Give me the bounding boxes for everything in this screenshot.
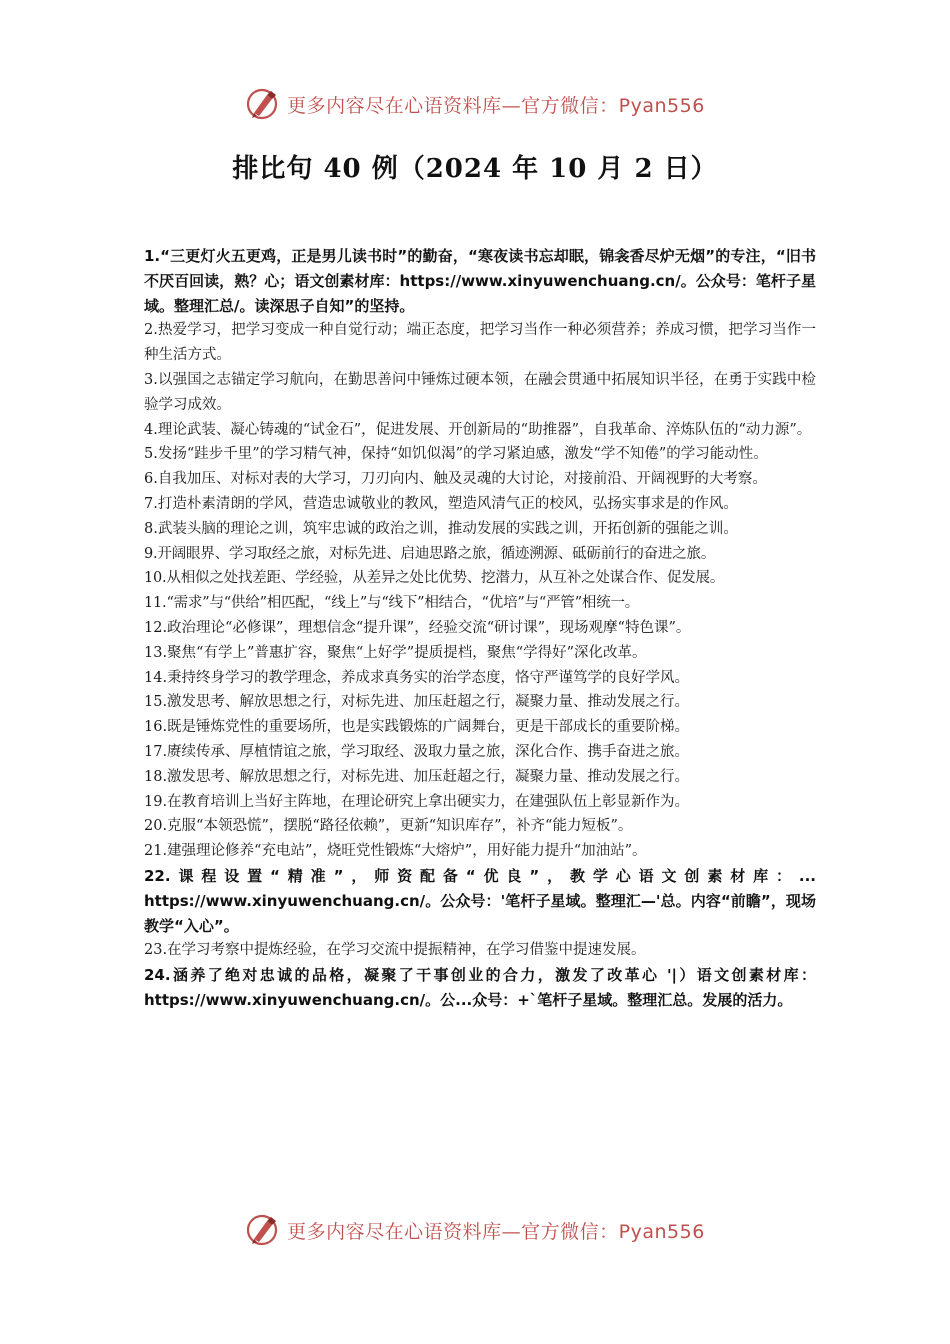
list-item: 3.以强国之志锚定学习航向，在勤思善问中锤炼过硬本领，在融会贯通中拓展知识半径，在勇于实践中检验学习成效。 (144, 371, 816, 413)
banner-text (287, 1217, 705, 1244)
pen-logo-icon (245, 1212, 281, 1248)
list-item: 23.在学习考察中提炼经验，在学习交流中提振精神，在学习借鉴中提速发展。 (144, 942, 646, 959)
banner-text (287, 91, 705, 118)
list-item: 2.热爱学习，把学习变成一种自觉行动；端正态度，把学习当作一种必须营养；养成习惯，把学习当作一种生活方式。 (144, 322, 816, 364)
sentence-list (144, 244, 816, 1013)
list-item: 9.开阔眼界、学习取经之旅，对标先进、启迪思路之旅，循迹溯源、砥砺前行的奋进之旅。 (144, 545, 716, 562)
list-item: 19.在教育培训上当好主阵地，在理论研究上拿出硬实力，在建强队伍上彰显新作为。 (144, 793, 690, 810)
document-title: 排比句 40 例（2024 年 10 月 2 日） (232, 154, 718, 184)
list-item: 12.政治理论“必修课”，理想信念“提升课”，经验交流“研讨课”，现场观摩“特色课”。 (144, 619, 691, 636)
banner-wechat-id: Pyan556 (618, 1220, 705, 1243)
footer-banner (0, 1210, 950, 1250)
list-item: 8.武装头脑的理论之训，筑牢忠诚的政治之训，推动发展的实践之训，开拓创新的强能之训。 (144, 520, 738, 537)
banner-wechat-id: Pyan556 (618, 94, 705, 117)
list-item: 4.理论武装、凝心铸魂的“试金石”，促进发展、开创新局的“助推器”，自我革命、淬炼队伍的“动力源”。 (144, 421, 812, 438)
list-item: 5.发扬“跬步千里”的学习精气神，保持“如饥似渴”的学习紧迫感，激发“学不知倦”的学习能动性。 (144, 446, 768, 463)
pen-logo-icon (245, 86, 281, 122)
list-item: 22.课程设置“精准”，师资配备“优良”，教学心语文创素材库：... https://www.xinyuwenchuang.cn/。公众号：'笔杆子星域。整理汇—'总。内容“前瞻”，现场教学“入心”。 (144, 866, 816, 935)
list-item: 1.“三更灯火五更鸡，正是男儿读书时”的勤奋，“寒夜读书忘却眠，锦衾香尽炉无烟”的专注，“旧书不厌百回读，熟？心；语文创素材库：https://www.xinyuwenchuang.cn/。公众号：笔杆子星域。整理汇总/。读深思子自知”的坚持。 (144, 247, 816, 315)
banner-label: 更多内容尽在心语资料库—官方微信： (287, 94, 619, 117)
list-item: 14.秉持终身学习的教学理念，养成求真务实的治学态度，恪守严谨笃学的良好学风。 (144, 669, 690, 686)
list-item: 21.建强理论修养“充电站”，烧旺党性锻炼“大熔炉”，用好能力提升“加油站”。 (144, 843, 647, 860)
list-item: 6.自我加压、对标对表的大学习，刀刃向内、触及灵魂的大讨论，对接前沿、开阔视野的大考察。 (144, 471, 767, 488)
list-item: 16.既是锤炼党性的重要场所，也是实践锻炼的广阔舞台，更是干部成长的重要阶梯。 (144, 719, 690, 736)
list-item: 17.赓续传承、厚植情谊之旅，学习取经、汲取力量之旅，深化合作、携手奋进之旅。 (144, 743, 690, 760)
header-banner (0, 84, 950, 124)
banner-label: 更多内容尽在心语资料库—官方微信： (287, 1220, 619, 1243)
list-item: 15.激发思考、解放思想之行，对标先进、加压赶超之行，凝聚力量、推动发展之行。 (144, 694, 690, 711)
list-item: 11.“需求”与“供给”相匹配，“线上”与“线下”相结合，“优培”与“严管”相统一。 (144, 595, 640, 612)
list-item: 7.打造朴素清朗的学风，营造忠诚敬业的教风，塑造风清气正的校风，弘扬实事求是的作风。 (144, 495, 738, 512)
list-item: 13.聚焦“有学上”普惠扩容，聚焦“上好学”提质提档，聚焦“学得好”深化改革。 (144, 644, 647, 661)
list-item: 24.涵养了绝对忠诚的品格，凝聚了干事创业的合力，激发了改革心 '|）语文创素材库：https://www.xinyuwenchuang.cn/。公...众号：+`笔杆子星域。整理汇总。发展的活力。 (144, 966, 816, 1009)
list-item: 10.从相似之处找差距、学经验，从差异之处比优势、挖潜力，从互补之处谋合作、促发展。 (144, 570, 725, 587)
list-item: 18.激发思考、解放思想之行，对标先进、加压赶超之行，凝聚力量、推动发展之行。 (144, 768, 690, 785)
list-item: 20.克服“本领恐慌”，摆脱“路径依赖”，更新“知识库存”，补齐“能力短板”。 (144, 818, 633, 835)
